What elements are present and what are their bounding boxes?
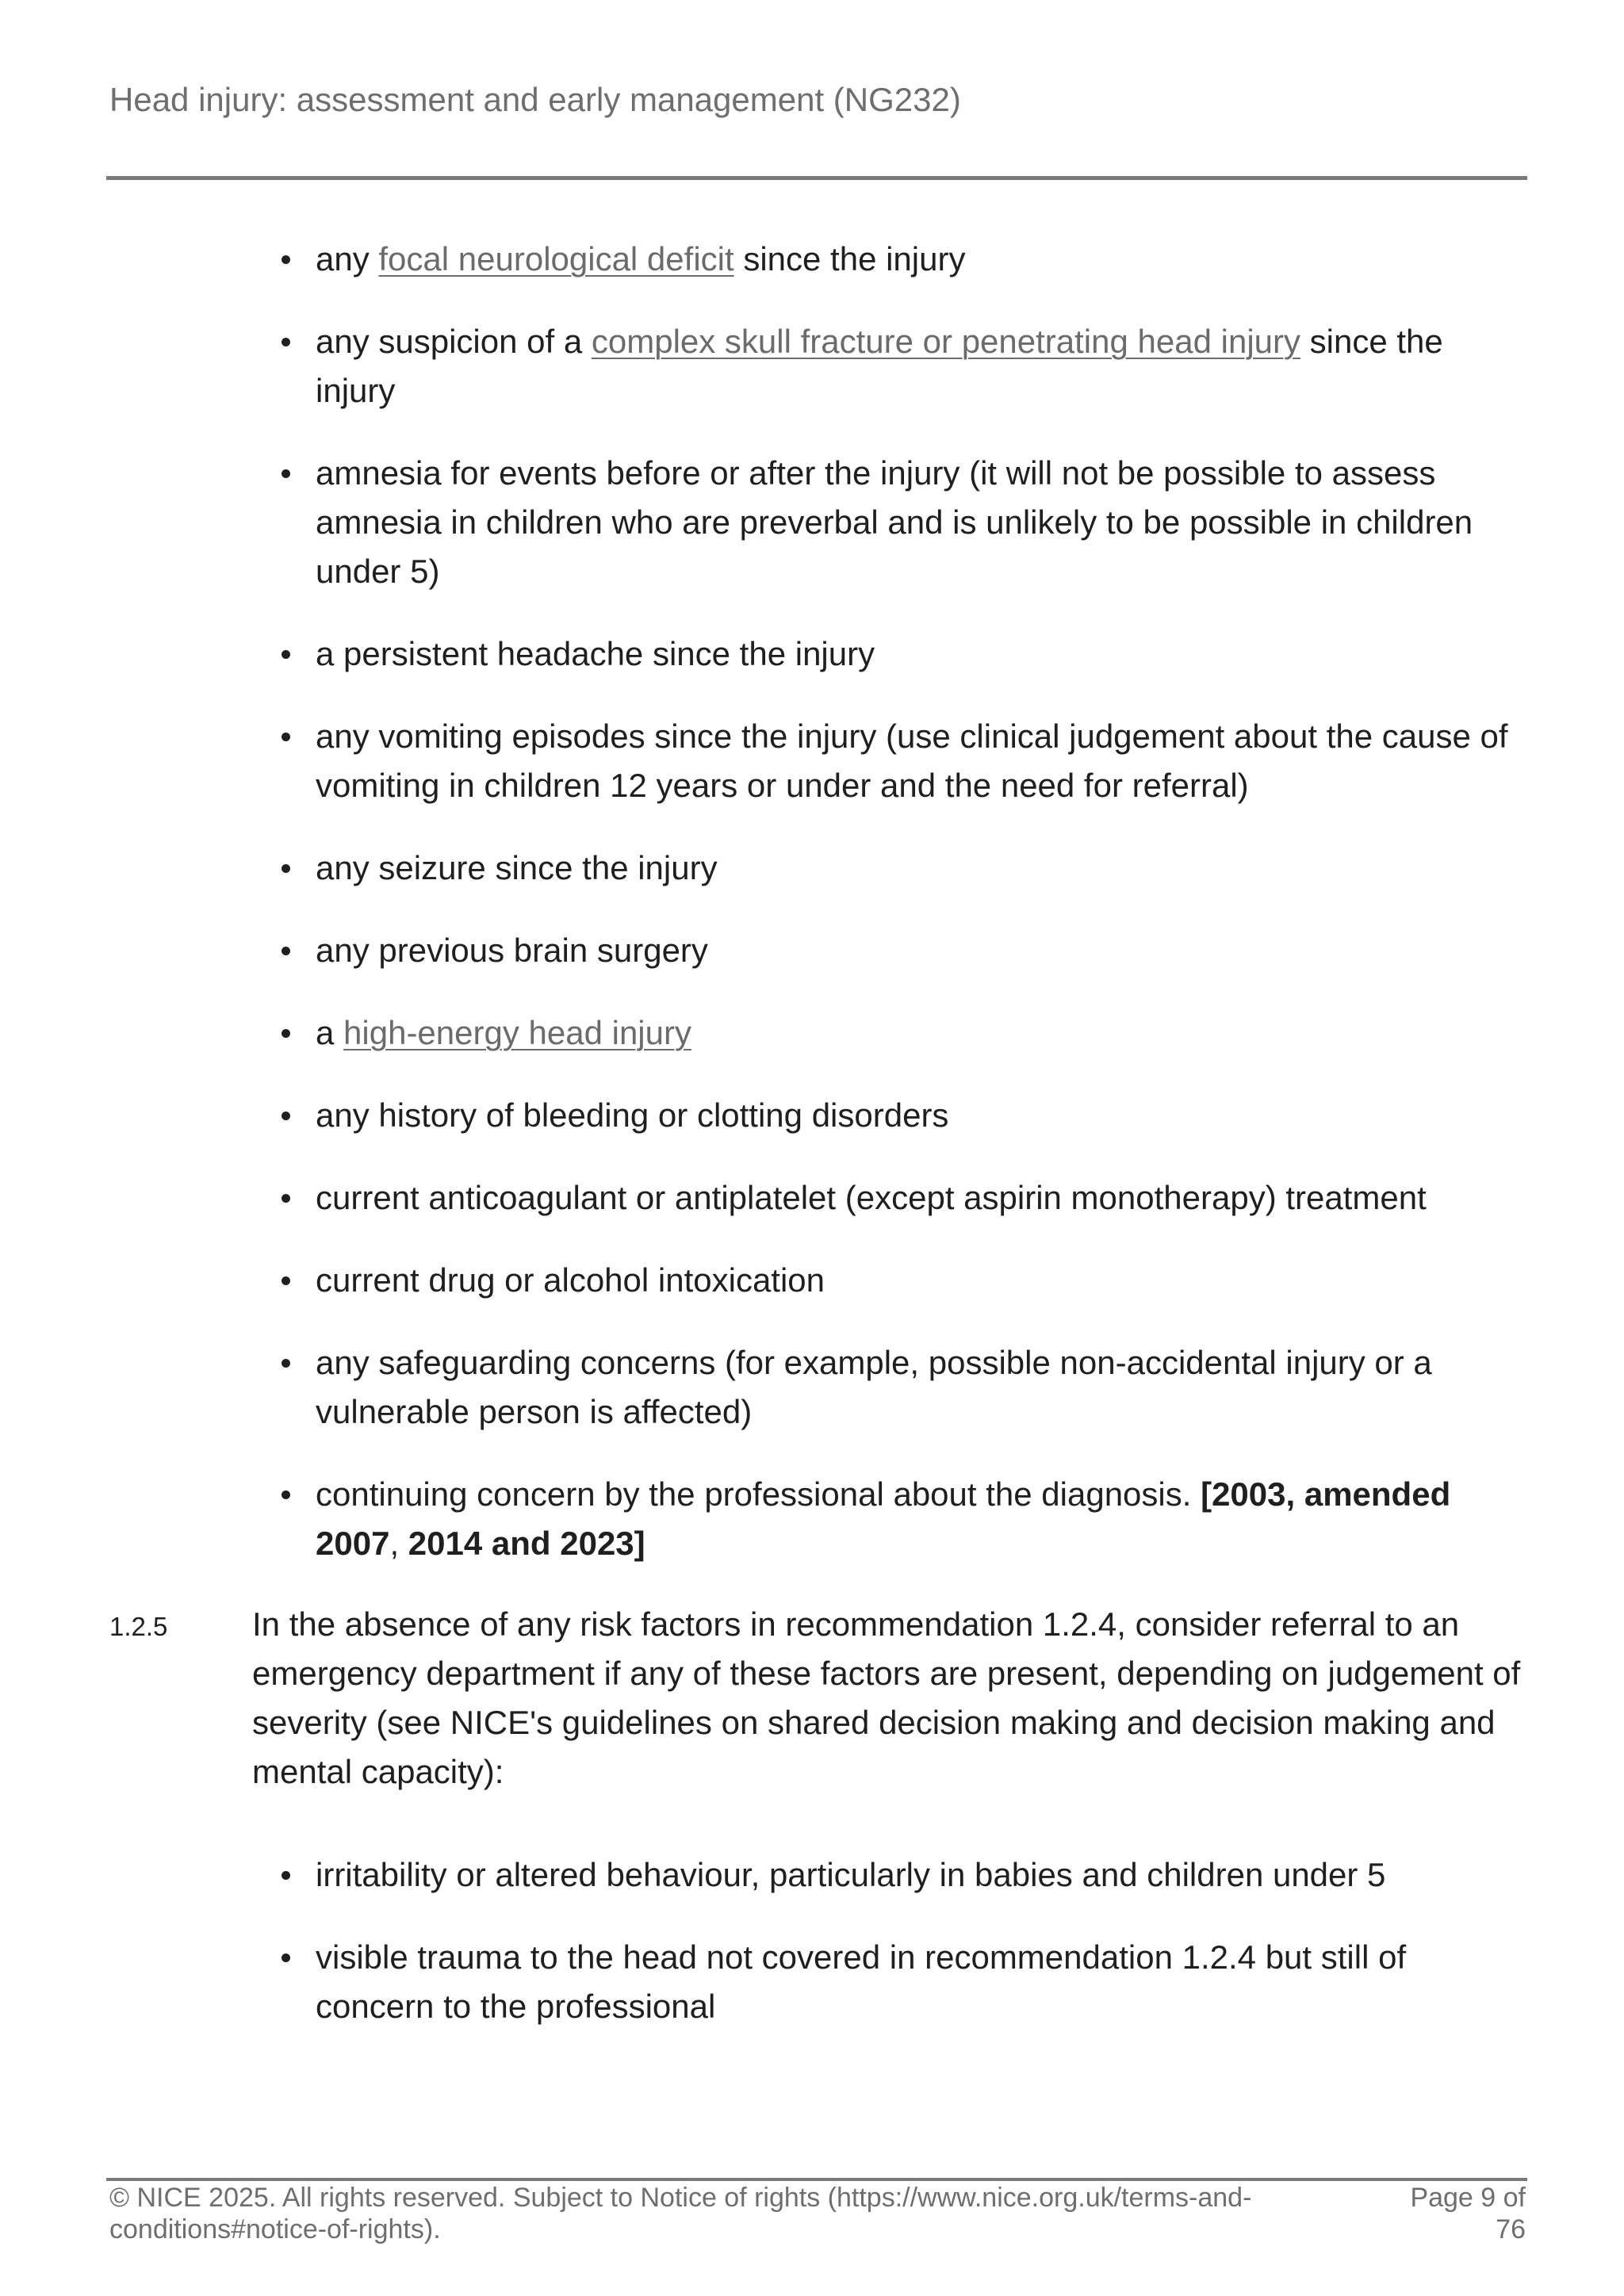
list-item-text: since the injury — [733, 240, 966, 277]
list-item: any history of bleeding or clotting disorders — [316, 1091, 1529, 1140]
footer-page-number: Page 9 of 76 — [1410, 2183, 1526, 2244]
list-item — [316, 235, 1529, 284]
list-item: current drug or alcohol intoxication — [316, 1256, 1529, 1305]
list-item: amnesia for events before or after the injury (it will not be possible to assess amnesia in children who are preverbal and is unlikely to be possible in children under 5) — [316, 449, 1529, 596]
list-item-text: any suspicion of a — [316, 323, 592, 360]
header-divider — [106, 176, 1527, 180]
complex-skull-fracture-link[interactable]: complex skull fracture or penetrating head injury — [591, 323, 1300, 360]
high-energy-head-injury-link[interactable]: high-energy head injury — [343, 1014, 691, 1051]
update-history-tag: [2003, amended 2007 — [316, 1475, 1451, 1562]
list-item: any vomiting episodes since the injury (use clinical judgement about the cause of vomiting in children 12 years or under and the need for referral) — [316, 712, 1529, 810]
list-item: current anticoagulant or antiplatelet (except aspirin monotherapy) treatment — [316, 1173, 1529, 1223]
list-item-text: since the injury — [316, 323, 1443, 409]
list-item: a persistent headache since the injury — [316, 629, 1529, 679]
referral-factor-list — [316, 1850, 1529, 2064]
list-item — [316, 1470, 1529, 1568]
list-item: any safeguarding concerns (for example, possible non-accidental injury or a vulnerable person is affected) — [316, 1338, 1529, 1437]
focal-neurological-deficit-link[interactable]: focal neurological deficit — [378, 240, 734, 277]
list-item-text: continuing concern by the professional about the diagnosis. — [316, 1475, 1201, 1513]
page-header-title: Head injury: assessment and early management (NG232) — [109, 81, 961, 118]
footer-divider — [106, 2178, 1527, 2181]
list-item: visible trauma to the head not covered in recommendation 1.2.4 but still of concern to the professional — [316, 1933, 1529, 2031]
risk-factor-list — [316, 235, 1529, 1601]
recommendation-number: 1.2.5 — [109, 1612, 168, 1641]
list-item — [316, 317, 1529, 415]
list-item-text: , — [389, 1525, 408, 1562]
footer-copyright: © NICE 2025. All rights reserved. Subject to Notice of rights (https://www.nice.org.uk/terms-and-conditions#notice-of-rights). — [109, 2183, 1252, 2244]
list-item-text: a — [316, 1014, 344, 1051]
list-item: irritability or altered behaviour, particularly in babies and children under 5 — [316, 1850, 1529, 1900]
list-item — [316, 1008, 1529, 1058]
recommendation-text: In the absence of any risk factors in recommendation 1.2.4, consider referral to an emergency department if any of these factors are present, depending on judgement of severity (see NICE's guidelines on shared decision making and decision making and mental capacity): — [252, 1605, 1521, 1790]
list-item: any seizure since the injury — [316, 844, 1529, 893]
update-history-tag: 2014 and 2023] — [408, 1525, 645, 1562]
list-item-text: any — [316, 240, 379, 277]
list-item: any previous brain surgery — [316, 926, 1529, 975]
